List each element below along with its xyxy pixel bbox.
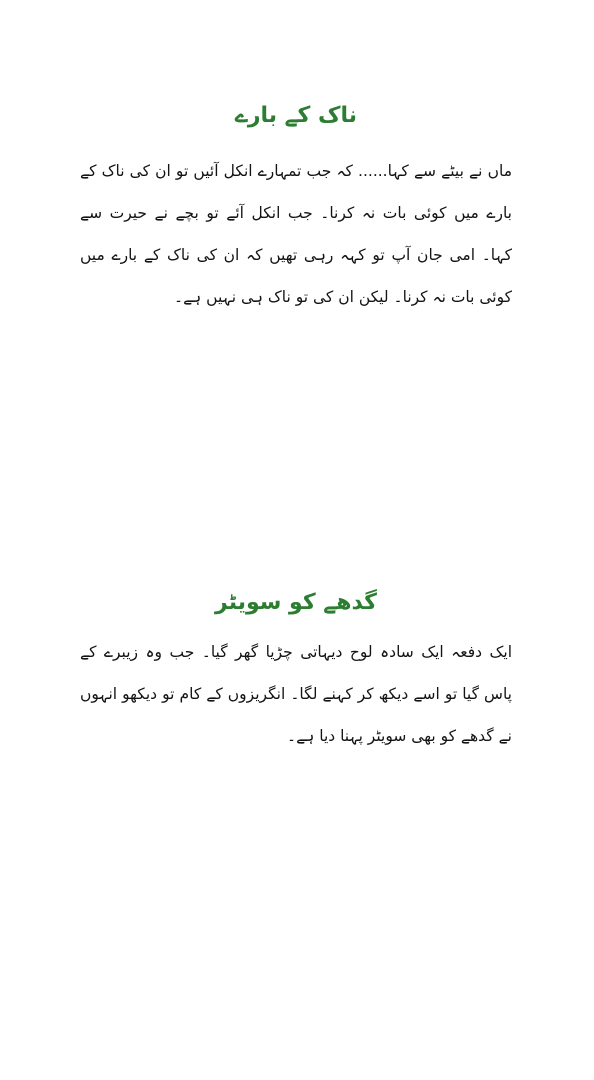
joke-body: ایک دفعہ ایک سادہ لوح دیہاتی چڑیا گھر گیا۔ جب وہ زیبرے کے پاس گیا تو اسے دیکھ کر کہنے لگا۔ انگریزوں کے کام تو دیکھو انہوں نے گدھے کو بھی سویٹر پہنا دیا ہے۔ xyxy=(80,643,512,745)
joke-body: ماں نے بیٹے سے کہا...... کہ جب تمہارے انکل آئیں تو ان کی ناک کے بارے میں کوئی بات نہ کرنا۔ جب انکل آئے تو بچے نے حیرت سے کہا۔ امی جان آپ تو کہہ رہی تھیں کہ ان کی ناک کے بارے میں کوئی بات نہ کرنا۔ لیکن ان کی تو ناک ہی نہیں ہے۔ xyxy=(80,162,512,306)
joke-title: ناک کے بارے xyxy=(234,103,358,128)
joke-section-donkey-sweater xyxy=(80,585,512,757)
joke-title: گدھے کو سویٹر xyxy=(215,590,377,615)
joke-section-nose xyxy=(80,98,512,318)
